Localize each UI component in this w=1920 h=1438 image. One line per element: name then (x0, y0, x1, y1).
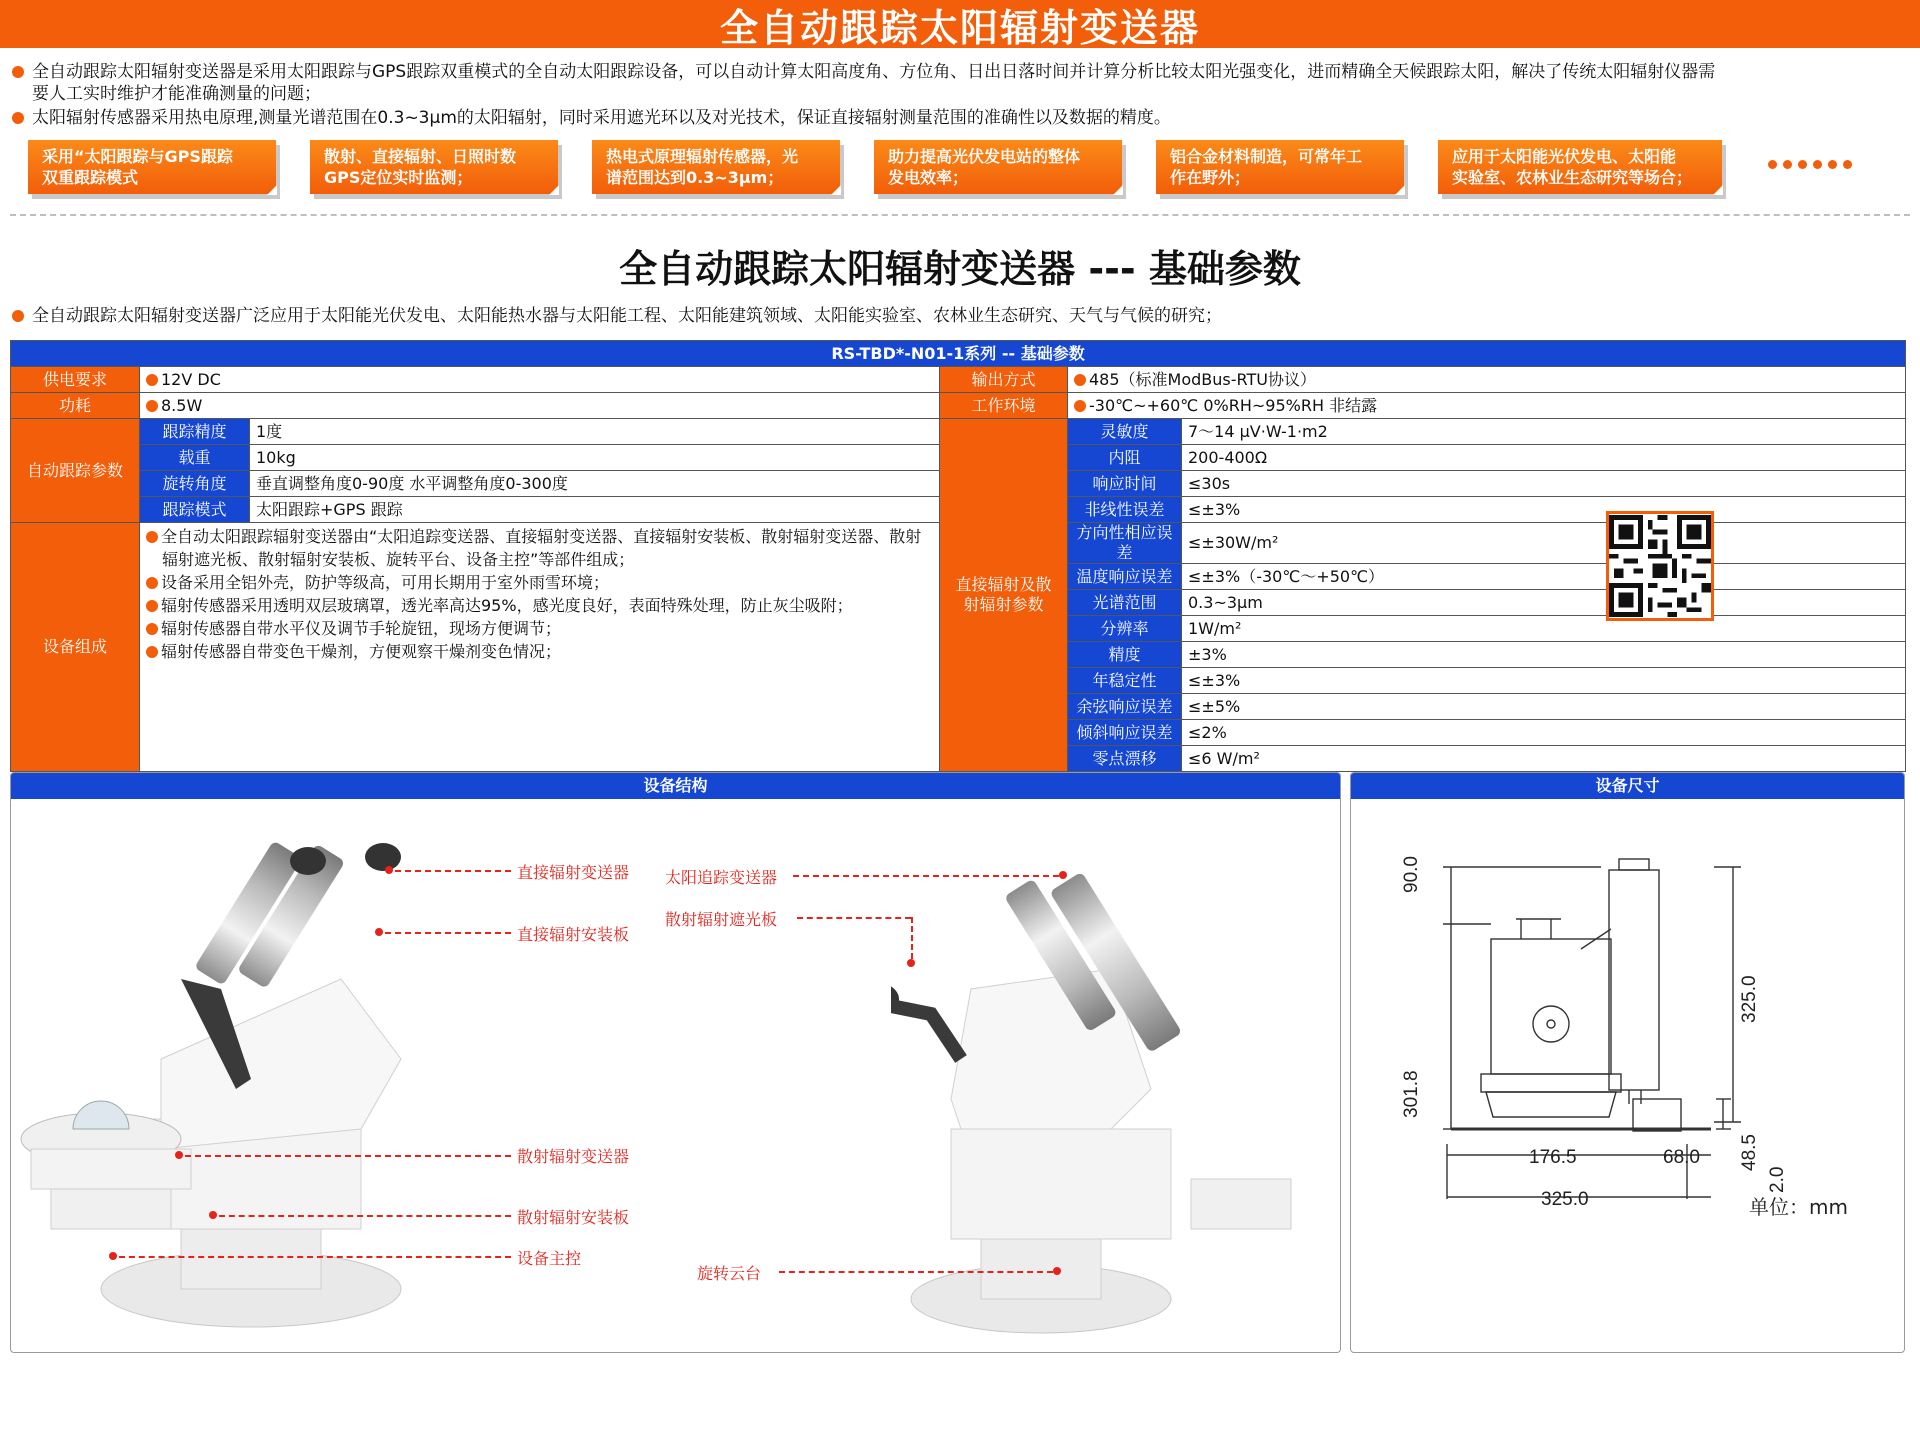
radiation-row-value: ≤±3% (1182, 668, 1906, 694)
dim-301-8: 301.8 (1401, 1070, 1422, 1118)
callout-direct-transmitter: 直接辐射变送器 (517, 863, 630, 882)
feature-badge-4: 助力提高光伏发电站的整体 发电效率； (874, 140, 1122, 194)
dimension-drawing (1351, 799, 1904, 1352)
radiation-row-value: 200-400Ω (1182, 445, 1906, 471)
bullet-dot-icon (12, 112, 24, 124)
callout-diffuse-transmitter: 散射辐射变送器 (517, 1147, 630, 1166)
radiation-row-value: ≤±5% (1182, 694, 1906, 720)
callout-dot-icon (1053, 1267, 1061, 1275)
intro-paragraph-1: 全自动跟踪太阳辐射变送器是采用太阳跟踪与GPS跟踪双重模式的全自动太阳跟踪设备，可以自动计算太阳高度角、方位角、日出日落时间并计算分析比较太阳光强变化，进而精确全天候跟踪太阳，解决了传统太阳辐射仪器需 要人工实时维护才能准确测量的问题； (10, 61, 1910, 105)
env-value: -30℃~+60℃ 0%RH~95%RH 非结露 (1068, 393, 1906, 419)
tracking-row-value: 10kg (250, 445, 940, 471)
callout-line (219, 1215, 511, 1217)
consumption-value: 8.5W (140, 393, 940, 419)
callout-line (779, 1271, 1053, 1273)
top-banner (0, 0, 1920, 48)
radiation-row-value: ≤±30W/m² (1182, 523, 1906, 564)
callout-diffuse-shade: 散射辐射遮光板 (665, 910, 778, 929)
callout-dot-icon (109, 1252, 117, 1260)
tracking-row-value: 太阳跟踪+GPS 跟踪 (250, 497, 940, 523)
tracking-row-label: 跟踪模式 (140, 497, 250, 523)
composition-group-label: 设备组成 (11, 523, 140, 772)
radiation-row-label: 光谱范围 (1068, 590, 1182, 616)
callout-line (797, 917, 911, 919)
radiation-row-label: 分辨率 (1068, 616, 1182, 642)
callout-dot-icon (907, 959, 915, 967)
more-dots-icon (1768, 160, 1852, 169)
radiation-row-label: 年稳定性 (1068, 668, 1182, 694)
radiation-row-label: 余弦响应误差 (1068, 694, 1182, 720)
intro-paragraph-2: 太阳辐射传感器采用热电原理,测量光谱范围在0.3~3μm的太阳辐射，同时采用遮光环以及对光技术，保证直接辐射测量范围的准确性以及数据的精度。 (10, 107, 1910, 129)
dim-176-5: 176.5 (1529, 1147, 1577, 1168)
structure-panel (10, 772, 1341, 1353)
feature-badge-6: 应用于太阳能光伏发电、太阳能 实验室、农林业生态研究等场合； (1438, 140, 1722, 194)
structure-panel-title: 设备结构 (11, 773, 1340, 799)
radiation-row-label: 零点漂移 (1068, 746, 1182, 772)
env-label: 工作环境 (940, 393, 1068, 419)
radiation-row-label: 内阻 (1068, 445, 1182, 471)
composition-list: 全自动太阳跟踪辐射变送器由“太阳追踪变送器、直接辐射变送器、直接辐射安装板、散射辐射变送器、散射辐射遮光板、散射辐射安装板、旋转平台、设备主控”等部件组成； 设备采用全铝外壳，防护等级高，可用长期用于室外雨雪环境； 辐射传感器采用透明双层玻璃罩，透光率高达95%，感光度良好，表面特殊处理，防止灰尘吸附； 辐射传感器自带水平仪及调节手轮旋钮，现场方便调节； 辐射传感器自带变色干燥剂，方便观察干燥剂变色情况； (140, 523, 940, 772)
dim-48-5: 48.5 (1739, 1134, 1760, 1171)
radiation-row-value: ≤±3% (1182, 497, 1906, 523)
callout-rotary-head: 旋转云台 (697, 1264, 762, 1283)
feature-badge-5: 铝合金材料制造，可常年工 作在野外； (1156, 140, 1404, 194)
callout-dot-icon (385, 866, 393, 874)
tracking-row-label: 跟踪精度 (140, 419, 250, 445)
radiation-row-label: 响应时间 (1068, 471, 1182, 497)
bullet-dot-icon (12, 66, 24, 78)
power-value: 12V DC (140, 367, 940, 393)
params-section-title: 全自动跟踪太阳辐射变送器 --- 基础参数 (619, 247, 1301, 291)
radiation-row-label: 倾斜响应误差 (1068, 720, 1182, 746)
callout-line (385, 932, 511, 934)
callout-dot-icon (175, 1151, 183, 1159)
radiation-row-value: 0.3~3μm (1182, 590, 1906, 616)
radiation-row-label: 方向性相应误差 (1068, 523, 1182, 564)
unit-label: 单位：mm (1749, 1195, 1848, 1219)
radiation-row-value: ≤2% (1182, 720, 1906, 746)
page-title: 全自动跟踪太阳辐射变送器 (719, 5, 1200, 50)
callout-diffuse-mount: 散射辐射安装板 (517, 1208, 630, 1227)
size-panel-title: 设备尺寸 (1351, 773, 1904, 799)
output-value: 485（标准ModBus-RTU协议） (1068, 367, 1906, 393)
radiation-row-value: ≤±3%（-30℃～+50℃） (1182, 564, 1906, 590)
radiation-row-value: ≤6 W/m² (1182, 746, 1906, 772)
callout-dot-icon (209, 1211, 217, 1219)
callout-line (395, 870, 511, 872)
tracking-row-value: 垂直调整角度0-90度 水平调整角度0-300度 (250, 471, 940, 497)
dim-68: 68.0 (1663, 1147, 1700, 1168)
radiation-row-value: ±3% (1182, 642, 1906, 668)
dim-325-right: 325.0 (1739, 975, 1760, 1023)
table-header: RS-TBD*-N01-1系列 -- 基础参数 (11, 341, 1906, 367)
tracking-row-label: 旋转角度 (140, 471, 250, 497)
feature-badge-3: 热电式原理辐射传感器，光 谱范围达到0.3~3μm； (592, 140, 840, 194)
qr-code-image (1606, 511, 1714, 621)
radiation-row-label: 温度响应误差 (1068, 564, 1182, 590)
callout-dot-icon (1059, 871, 1067, 879)
radiation-group-label: 直接辐射及散 射辐射参数 (940, 419, 1068, 772)
radiation-row-label: 精度 (1068, 642, 1182, 668)
feature-badge-2: 散射、直接辐射、日照时数 GPS定位实时监测； (310, 140, 558, 194)
radiation-row-value: ≤30s (1182, 471, 1906, 497)
feature-badge-1: 采用“太阳跟踪与GPS跟踪 双重跟踪模式 (28, 140, 276, 194)
applications-note: 全自动跟踪太阳辐射变送器广泛应用于太阳能光伏发电、太阳能热水器与太阳能工程、太阳能建筑领域、太阳能实验室、农林业生态研究、天气与气候的研究； (10, 305, 1910, 327)
section-divider (10, 214, 1910, 216)
callout-line (185, 1155, 511, 1157)
callout-line (793, 875, 1059, 877)
bullet-dot-icon (12, 310, 24, 322)
radiation-row-label: 灵敏度 (1068, 419, 1182, 445)
consumption-label: 功耗 (11, 393, 140, 419)
callout-sun-tracker: 太阳追踪变送器 (665, 868, 778, 887)
callout-dot-icon (375, 928, 383, 936)
power-label: 供电要求 (11, 367, 140, 393)
radiation-row-value: 1W/m² (1182, 616, 1906, 642)
dim-325-bottom: 325.0 (1541, 1189, 1589, 1210)
callout-line (119, 1256, 511, 1258)
dim-2: 2.0 (1767, 1166, 1788, 1193)
output-label: 输出方式 (940, 367, 1068, 393)
dim-90: 90.0 (1401, 856, 1422, 893)
callout-main-controller: 设备主控 (517, 1249, 582, 1268)
tracking-group-label: 自动跟踪参数 (11, 419, 140, 523)
callout-direct-mount: 直接辐射安装板 (517, 925, 630, 944)
tracking-row-value: 1度 (250, 419, 940, 445)
radiation-row-label: 非线性误差 (1068, 497, 1182, 523)
size-panel (1350, 772, 1905, 1353)
radiation-row-value: 7～14 μV·W-1·m2 (1182, 419, 1906, 445)
tracking-row-label: 载重 (140, 445, 250, 471)
callout-line (911, 917, 913, 959)
